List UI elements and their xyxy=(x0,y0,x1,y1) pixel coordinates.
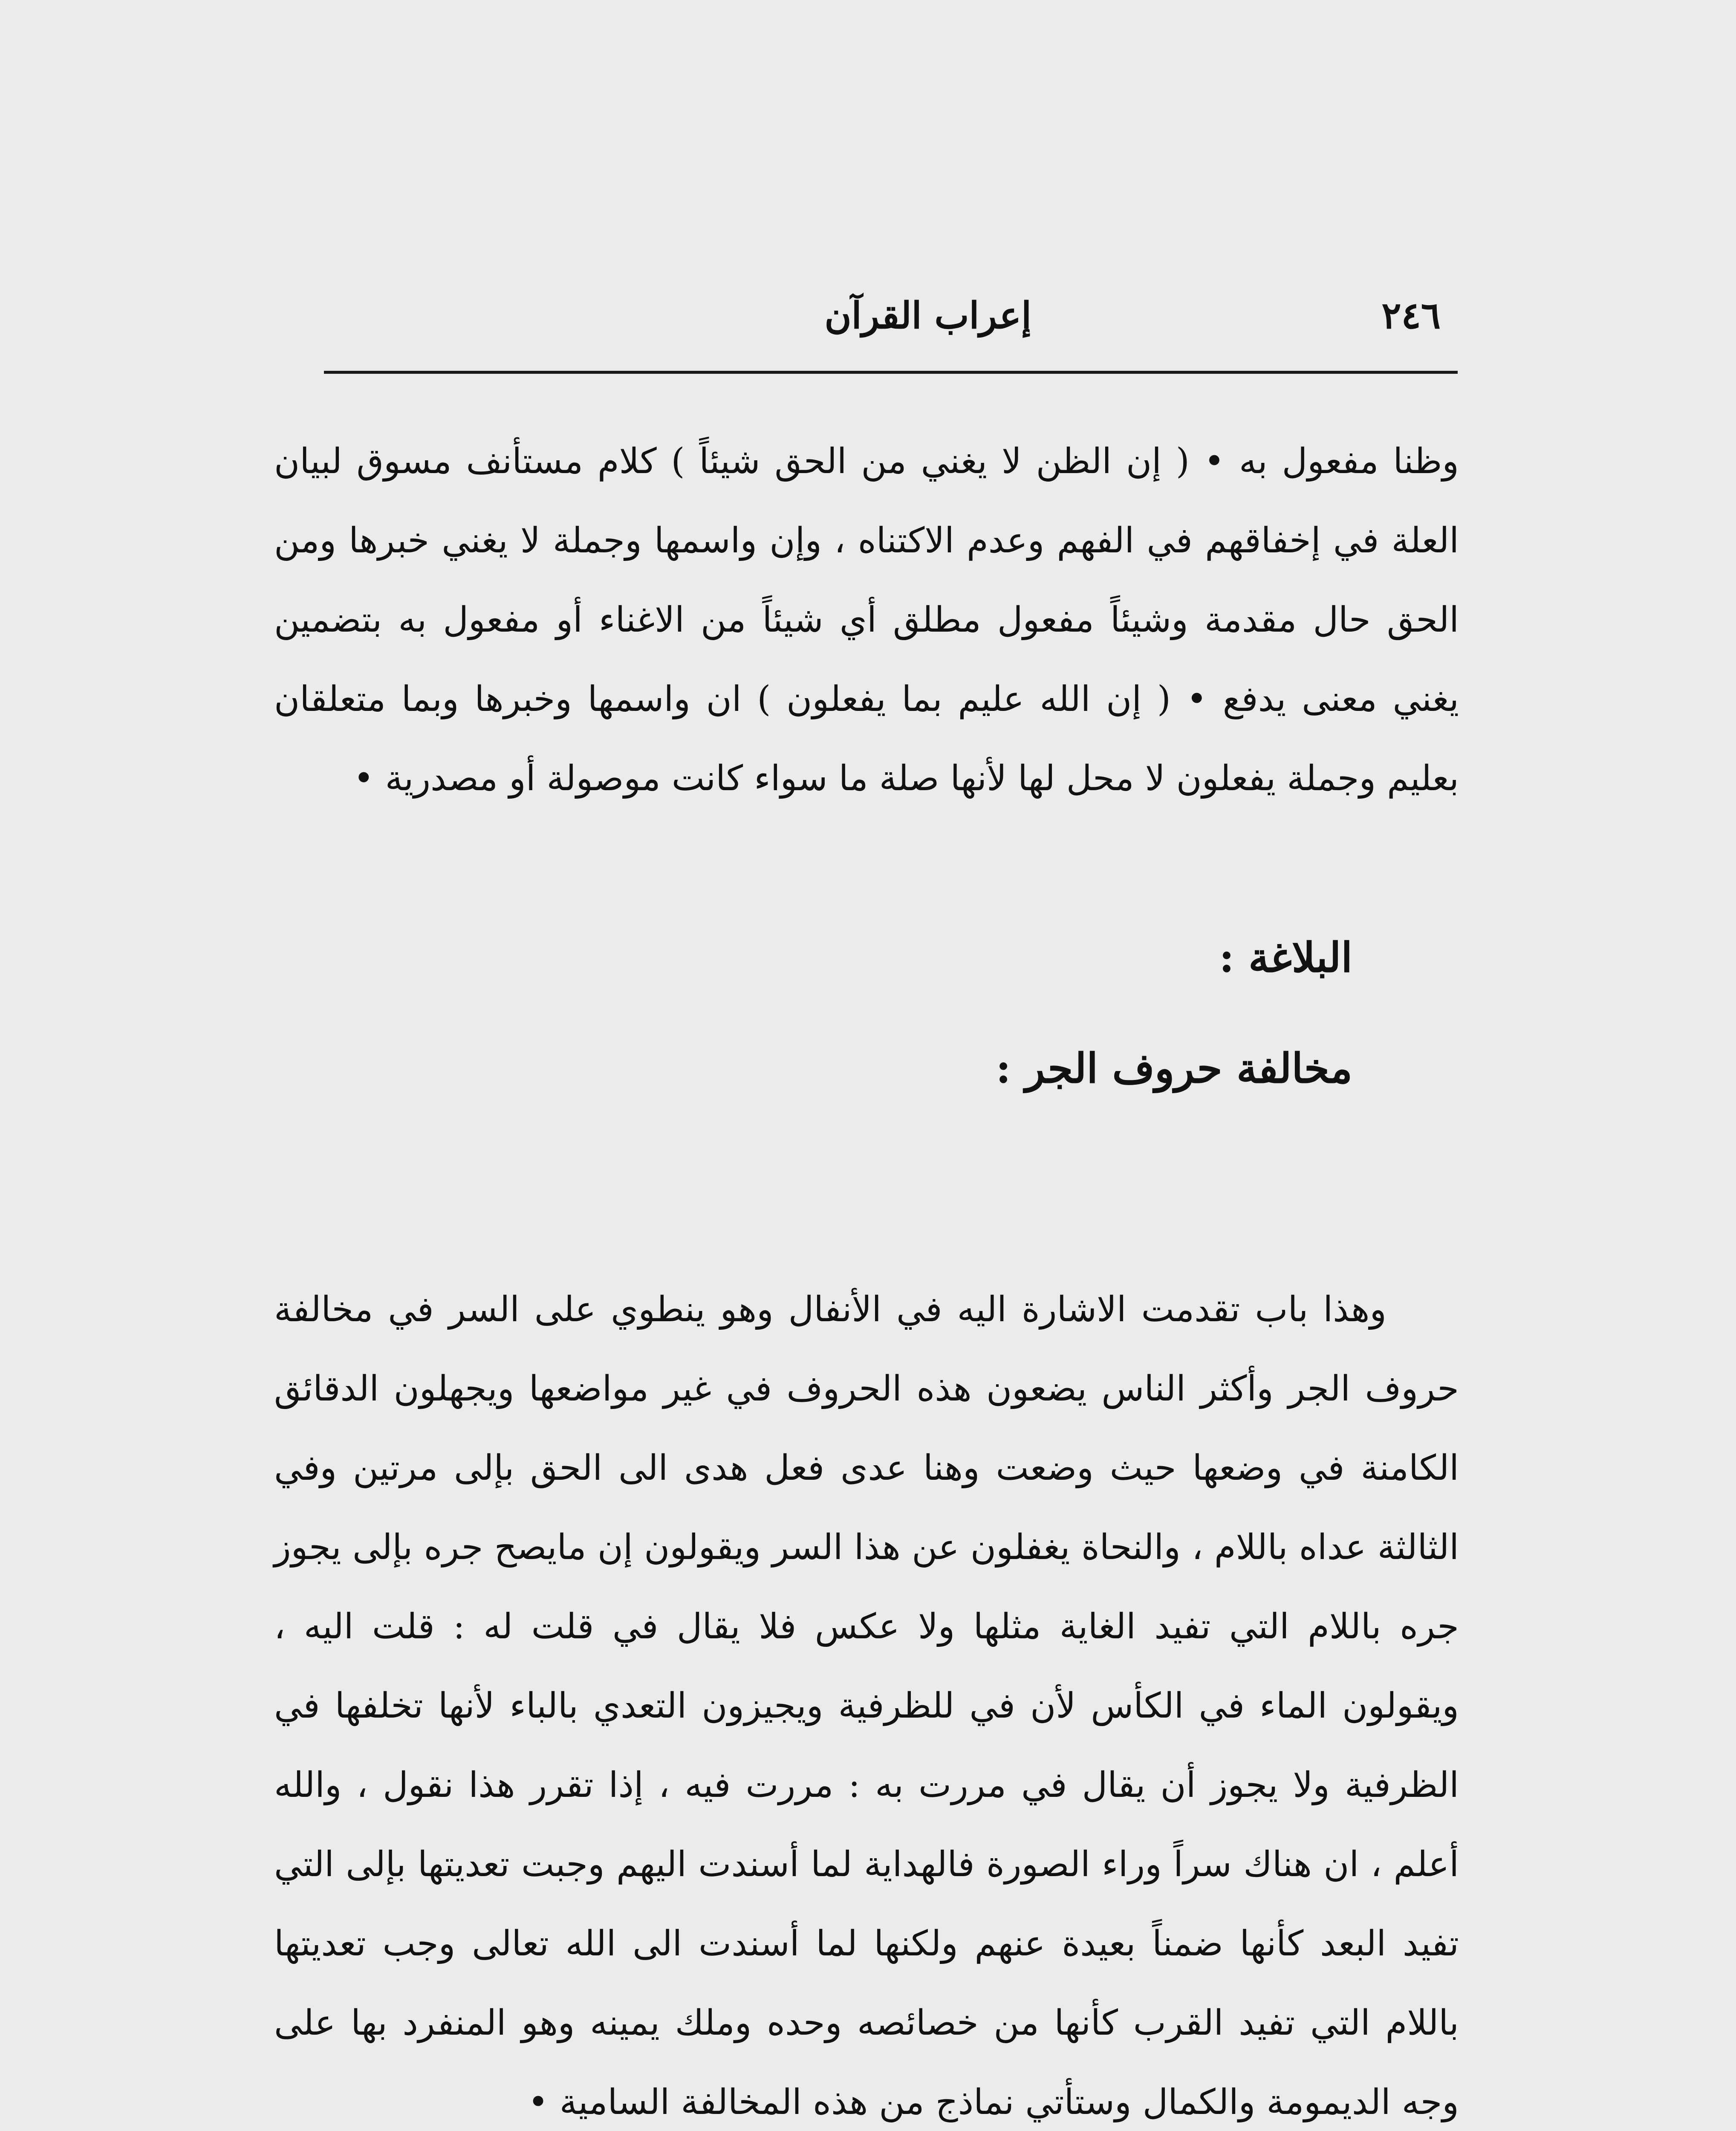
section-heading-mukhalafa: مخالفة حروف الجر : xyxy=(996,1044,1352,1092)
grammar-paragraph: وظنا مفعول به • ( إن الظن لا يغني من الحق شيئاً ) كلام مستأنف مسوق لبيان العلة في إخفاقهم في الفهم وعدم الاكتناه ، وإن واسمها وجملة لا يغني خبرها ومن الحق حال مقدمة وشيئاً مفعول مطلق أي شيئاً من الاغناء أو مفعول به بتضمين يغني معنى يدفع • ( إن الله عليم بما يفعلون ) ان واسمها وخبرها وبما متعلقان بعليم وجملة يفعلون لا محل لها لأنها صلة ما سواء كانت موصولة أو مصدرية • xyxy=(274,441,1459,799)
page-header xyxy=(324,277,1458,362)
section-heading-balagha: البلاغة : xyxy=(1219,933,1352,982)
header-rule xyxy=(324,371,1458,374)
running-title: إعراب القرآن xyxy=(824,294,1031,337)
rhetoric-paragraph: وهذا باب تقدمت الاشارة اليه في الأنفال وهو ينطوي على السر في مخالفة حروف الجر وأكثر الناس يضعون هذه الحروف في غير مواضعها ويجهلون الدقائق الكامنة في وضعها حيث وضعت وهنا عدى فعل هدى الى الحق بإلى مرتين وفي الثالثة عداه باللام ، والنحاة يغفلون عن هذا السر ويقولون إن مايصح جره بإلى يجوز جره باللام التي تفيد الغاية مثلها ولا عكس فلا يقال في قلت له : قلت اليه ، ويقولون الماء في الكأس لأن في للظرفية ويجيزون التعدي بالباء لأنها تخلفها في الظرفية ولا يجوز أن يقال في مررت به : مررت فيه ، إذا تقرر هذا نقول ، والله أعلم ، ان هناك سراً وراء الصورة فالهداية لما أسندت اليهم وجبت تعديتها بإلى التي تفيد البعد كأنها ضمناً بعيدة عنهم ولكنها لما أسندت الى الله تعالى وجب تعديتها باللام التي تفيد القرب كأنها من خصائصه وحده وملك يمينه وهو المنفرد بها على وجه الديمومة والكمال وستأتي نماذج من هذه المخالفة السامية • xyxy=(274,1289,1459,2122)
page-number: ٢٤٦ xyxy=(1381,294,1441,337)
